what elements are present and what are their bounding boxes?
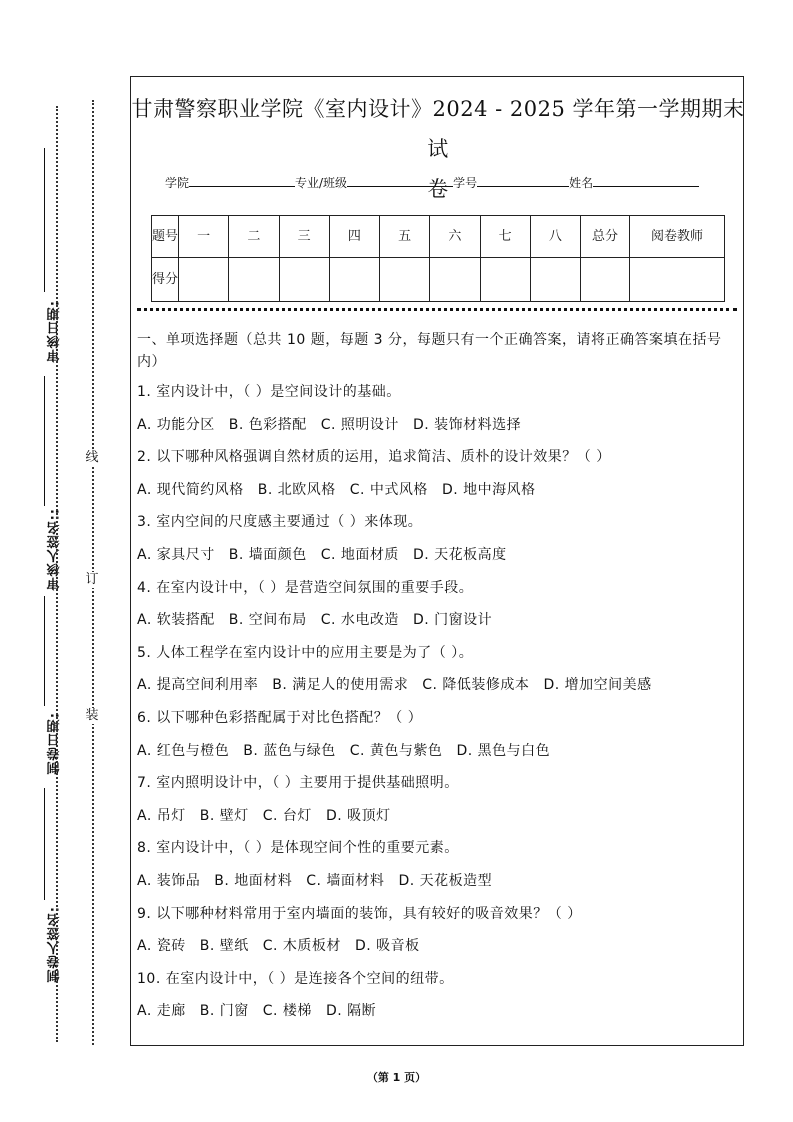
answer-option[interactable]: C. 地面材质	[320, 546, 399, 563]
exam-page-frame	[130, 76, 744, 1046]
answer-option[interactable]: B. 北欧风格	[257, 481, 336, 498]
answer-option[interactable]: A. 现代简约风格	[137, 481, 244, 498]
options-row	[137, 740, 737, 773]
question-text: 4. 在室内设计中，（ ）是营造空间氛围的重要手段。	[137, 579, 474, 596]
question-text: 6. 以下哪种色彩搭配属于对比色搭配？（ ）	[137, 709, 423, 726]
answer-option[interactable]: D. 装饰材料选择	[412, 416, 522, 433]
answer-option[interactable]: A. 走廊	[137, 1003, 186, 1020]
signature-line	[44, 376, 45, 506]
binding-char-bind: 订	[85, 572, 99, 587]
answer-option[interactable]: D. 吸顶灯	[325, 807, 391, 824]
answer-option[interactable]: D. 门窗设计	[412, 612, 493, 629]
answer-option[interactable]: C. 水电改造	[320, 612, 399, 629]
answer-option[interactable]: D. 隔断	[325, 1003, 377, 1020]
question-text: 2. 以下哪种风格强调自然材质的运用，追求简洁、质朴的设计效果？（ ）	[137, 449, 611, 466]
answer-option[interactable]: D. 天花板高度	[412, 546, 507, 563]
paper-date-label: 制卷日期:	[47, 712, 63, 775]
answer-option[interactable]: C. 木质板材	[262, 938, 341, 955]
score-header-cell: 二	[229, 216, 279, 258]
answer-option[interactable]: C. 楼梯	[262, 1003, 312, 1020]
score-header-cell: 八	[530, 216, 580, 258]
answer-option[interactable]: A. 家具尺寸	[137, 546, 215, 563]
dotted-separator	[137, 308, 737, 311]
answer-option[interactable]: B. 地面材料	[214, 872, 293, 889]
answer-option[interactable]: B. 满足人的使用需求	[272, 677, 409, 694]
answer-option[interactable]: C. 台灯	[262, 807, 312, 824]
answer-option[interactable]: C. 黄色与紫色	[349, 742, 443, 759]
answer-option[interactable]: B. 空间布局	[228, 612, 307, 629]
answer-option[interactable]: A. 软装搭配	[137, 612, 215, 629]
options-row	[137, 544, 737, 577]
score-cell[interactable]	[229, 258, 279, 302]
question-section	[137, 329, 737, 1033]
score-cell[interactable]	[430, 258, 480, 302]
answer-option[interactable]: C. 墙面材料	[306, 872, 385, 889]
exam-title-line1: 甘肃警察职业学院《室内设计》2024 - 2025 学年第一学期期末试	[131, 97, 745, 161]
score-header-cell: 总分	[581, 216, 630, 258]
review-date-label: 审核日期:	[47, 300, 63, 363]
score-header-cell: 题号	[152, 216, 179, 258]
college-label: 学院	[165, 176, 190, 190]
question-text: 1. 室内设计中，（ ）是空间设计的基础。	[137, 384, 401, 400]
score-table	[151, 215, 725, 302]
answer-option[interactable]: D. 地中海风格	[441, 481, 536, 498]
student-id-field[interactable]	[477, 175, 569, 187]
score-header-cell: 三	[279, 216, 329, 258]
options-row	[137, 1000, 737, 1033]
answer-option[interactable]: A. 红色与橙色	[137, 742, 230, 759]
answer-option[interactable]: B. 蓝色与绿色	[243, 742, 336, 759]
student-id-label: 学号	[453, 176, 478, 190]
answer-option[interactable]: A. 吊灯	[137, 807, 186, 824]
score-cell[interactable]	[480, 258, 530, 302]
score-header-cell: 五	[380, 216, 430, 258]
options-row	[137, 805, 737, 838]
answer-option[interactable]: B. 壁灯	[199, 807, 249, 824]
college-field[interactable]	[189, 175, 295, 187]
score-header-cell: 四	[329, 216, 379, 258]
answer-option[interactable]: A. 瓷砖	[137, 938, 186, 955]
score-cell[interactable]	[581, 258, 630, 302]
name-field[interactable]	[593, 175, 699, 187]
question-text: 9. 以下哪种材料常用于室内墙面的装饰，具有较好的吸音效果？（ ）	[137, 905, 582, 922]
score-cell[interactable]	[630, 258, 725, 302]
page-number: （第 1 页）	[366, 1071, 427, 1084]
major-class-field[interactable]	[347, 175, 453, 187]
exam-title-line2: 卷	[427, 177, 449, 201]
section-heading: 一、单项选择题（总共 10 题，每题 3 分，每题只有一个正确答案，请将正确答案填在括号内）	[137, 332, 722, 370]
score-header-cell: 阅卷教师	[630, 216, 725, 258]
options-row	[137, 870, 737, 903]
answer-option[interactable]: B. 壁纸	[199, 938, 249, 955]
exam-title	[131, 89, 745, 209]
score-header-cell: 七	[480, 216, 530, 258]
name-label: 姓名	[569, 176, 594, 190]
reviewer-signature-label: 审核人签名::	[47, 508, 63, 591]
answer-option[interactable]: D. 黑色与白色	[456, 742, 551, 759]
options-row	[137, 674, 737, 707]
answer-option[interactable]: A. 装饰品	[137, 872, 201, 889]
binding-dotted-line	[56, 106, 58, 1042]
answer-option[interactable]: C. 照明设计	[320, 416, 399, 433]
question-text: 7. 室内照明设计中，（ ）主要用于提供基础照明。	[137, 775, 459, 792]
binding-char-line: 线	[85, 450, 99, 465]
score-cell[interactable]	[380, 258, 430, 302]
answer-option[interactable]: B. 门窗	[199, 1003, 249, 1020]
score-cell[interactable]	[329, 258, 379, 302]
paper-maker-signature-label: 制卷人签名:	[47, 906, 63, 983]
question-text: 3. 室内空间的尺度感主要通过（ ）来体现。	[137, 514, 423, 531]
answer-option[interactable]: B. 墙面颜色	[228, 546, 307, 563]
answer-option[interactable]: C. 中式风格	[349, 481, 428, 498]
signature-line	[44, 788, 45, 900]
options-row	[137, 609, 737, 642]
answer-option[interactable]: D. 天花板造型	[398, 872, 493, 889]
question-list	[137, 381, 737, 1033]
student-info-row	[165, 174, 699, 191]
options-row	[137, 479, 737, 512]
answer-option[interactable]: D. 增加空间美感	[543, 677, 652, 694]
score-row-label: 得分	[152, 258, 179, 302]
major-class-label: 专业/班级	[295, 176, 348, 190]
binding-char-install: 装	[85, 708, 99, 723]
score-cell[interactable]	[179, 258, 229, 302]
question-text: 5. 人体工程学在室内设计中的应用主要是为了（ ）。	[137, 644, 474, 661]
answer-option[interactable]: D. 吸音板	[354, 938, 420, 955]
signature-line	[44, 596, 45, 706]
options-row	[137, 414, 737, 447]
answer-option[interactable]: C. 降低装修成本	[422, 677, 530, 694]
answer-option[interactable]: A. 功能分区	[137, 416, 215, 433]
answer-option[interactable]: B. 色彩搭配	[228, 416, 307, 433]
score-header-cell: 六	[430, 216, 480, 258]
score-cell[interactable]	[279, 258, 329, 302]
options-row	[137, 935, 737, 968]
question-text: 10. 在室内设计中，（ ）是连接各个空间的纽带。	[137, 970, 454, 987]
score-header-cell: 一	[179, 216, 229, 258]
signature-line	[44, 148, 45, 292]
answer-option[interactable]: A. 提高空间利用率	[137, 677, 259, 694]
score-cell[interactable]	[530, 258, 580, 302]
question-text: 8. 室内设计中，（ ）是体现空间个性的重要元素。	[137, 840, 459, 857]
